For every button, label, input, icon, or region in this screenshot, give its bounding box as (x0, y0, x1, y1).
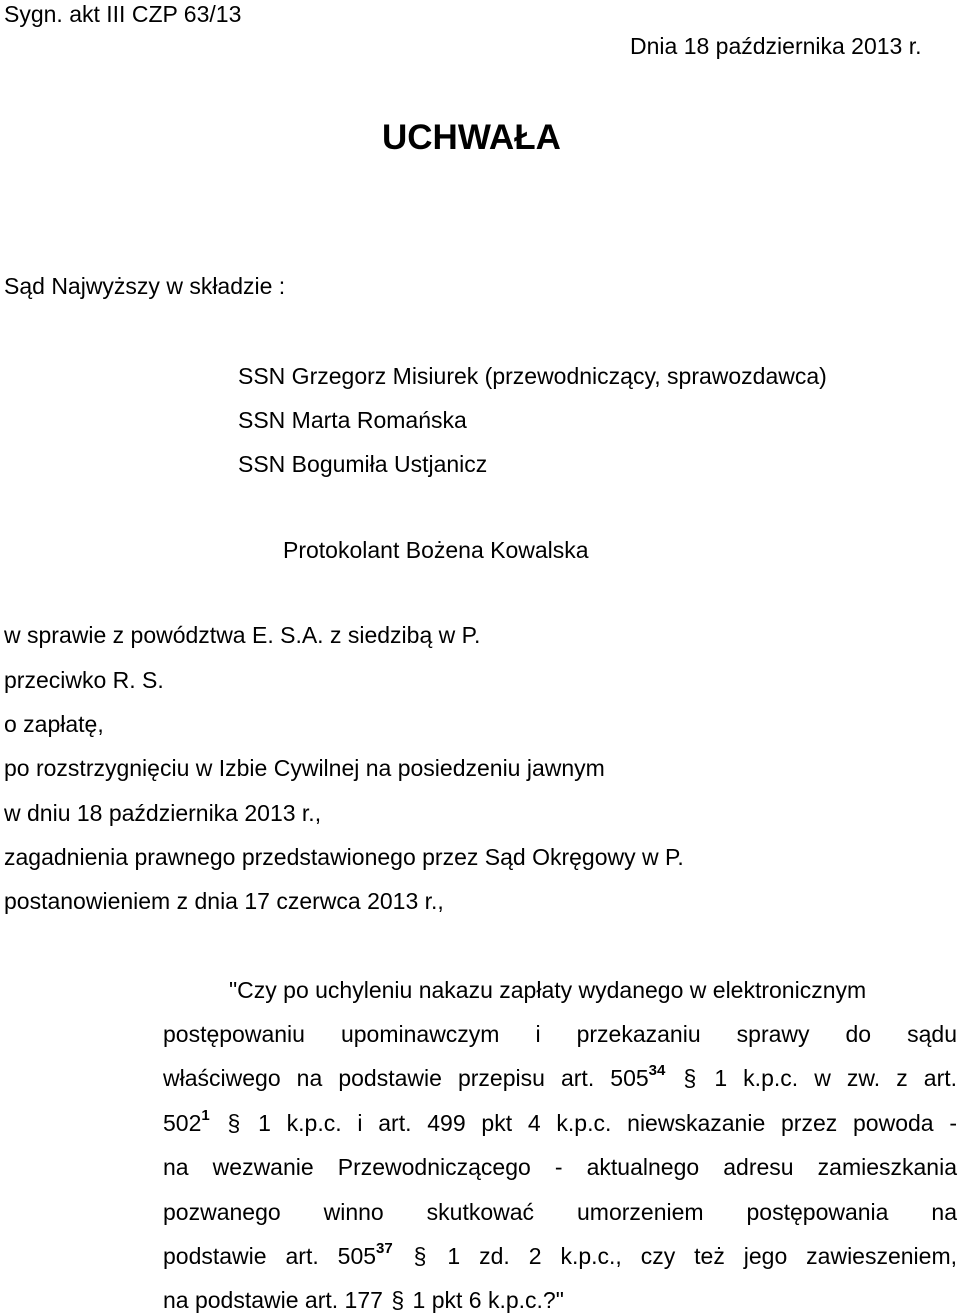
question-line (163, 1242, 957, 1274)
superscript: 1 (201, 1107, 210, 1124)
composition-label: Sąd Najwyższy w składzie : (4, 273, 286, 299)
question-line (163, 1109, 957, 1141)
question-text: 1 k.p.c. i art. 499 pkt 4 k.p.c. niewskazanie przez powoda - (258, 1110, 958, 1136)
case-line: po rozstrzygnięciu w Izbie Cywilnej na posiedzeniu jawnym (4, 755, 605, 781)
question-text: na podstawie art. 177 (163, 1287, 383, 1313)
section-sign-icon: § (227, 1110, 241, 1136)
question-text: podstawie art. 505 (163, 1243, 377, 1269)
judge-line: SSN Bogumiła Ustjanicz (238, 451, 488, 477)
question-line: na wezwanie Przewodniczącego - aktualnego adresu zamieszkania (163, 1154, 957, 1180)
case-signature: Sygn. akt III CZP 63/13 (4, 1, 242, 27)
superscript: 34 (648, 1062, 666, 1079)
question-line: "Czy po uchyleniu nakazu zapłaty wydanego w elektronicznym (229, 977, 867, 1003)
case-line: w dniu 18 października 2013 r., (4, 800, 322, 826)
section-sign-icon: § (683, 1065, 697, 1091)
question-line (163, 1286, 564, 1314)
case-line: przeciwko R. S. (4, 667, 164, 693)
ruling-date: Dnia 18 października 2013 r. (630, 33, 922, 59)
case-line: w sprawie z powództwa E. S.A. z siedzibą w P. (4, 622, 481, 648)
case-line: zagadnienia prawnego przedstawionego przez Sąd Okręgowy w P. (4, 844, 684, 870)
question-text: właściwego na podstawie przepisu art. 505 (163, 1065, 649, 1091)
superscript: 37 (376, 1240, 393, 1257)
question-line (163, 1064, 957, 1096)
clerk-line: Protokolant Bożena Kowalska (283, 537, 589, 563)
question-line: pozwanego winno skutkować umorzeniem postępowania na (163, 1199, 957, 1225)
question-text: 1 pkt 6 k.p.c.?" (412, 1287, 564, 1313)
question-text: 1 zd. 2 k.p.c., czy też jego zawieszeniem, (447, 1243, 958, 1269)
judge-line: SSN Grzegorz Misiurek (przewodniczący, sprawozdawca) (238, 363, 827, 389)
case-line: postanowieniem z dnia 17 czerwca 2013 r., (4, 888, 444, 914)
question-text: 1 k.p.c. w zw. z art. (714, 1065, 958, 1091)
case-line: o zapłatę, (4, 711, 104, 737)
document-title: UCHWAŁA (382, 118, 561, 157)
question-text: 502 (163, 1110, 202, 1136)
section-sign-icon: § (391, 1287, 405, 1313)
question-line: postępowaniu upominawczym i przekazaniu sprawy do sądu (163, 1021, 957, 1047)
judge-line: SSN Marta Romańska (238, 407, 467, 433)
section-sign-icon: § (413, 1243, 427, 1269)
